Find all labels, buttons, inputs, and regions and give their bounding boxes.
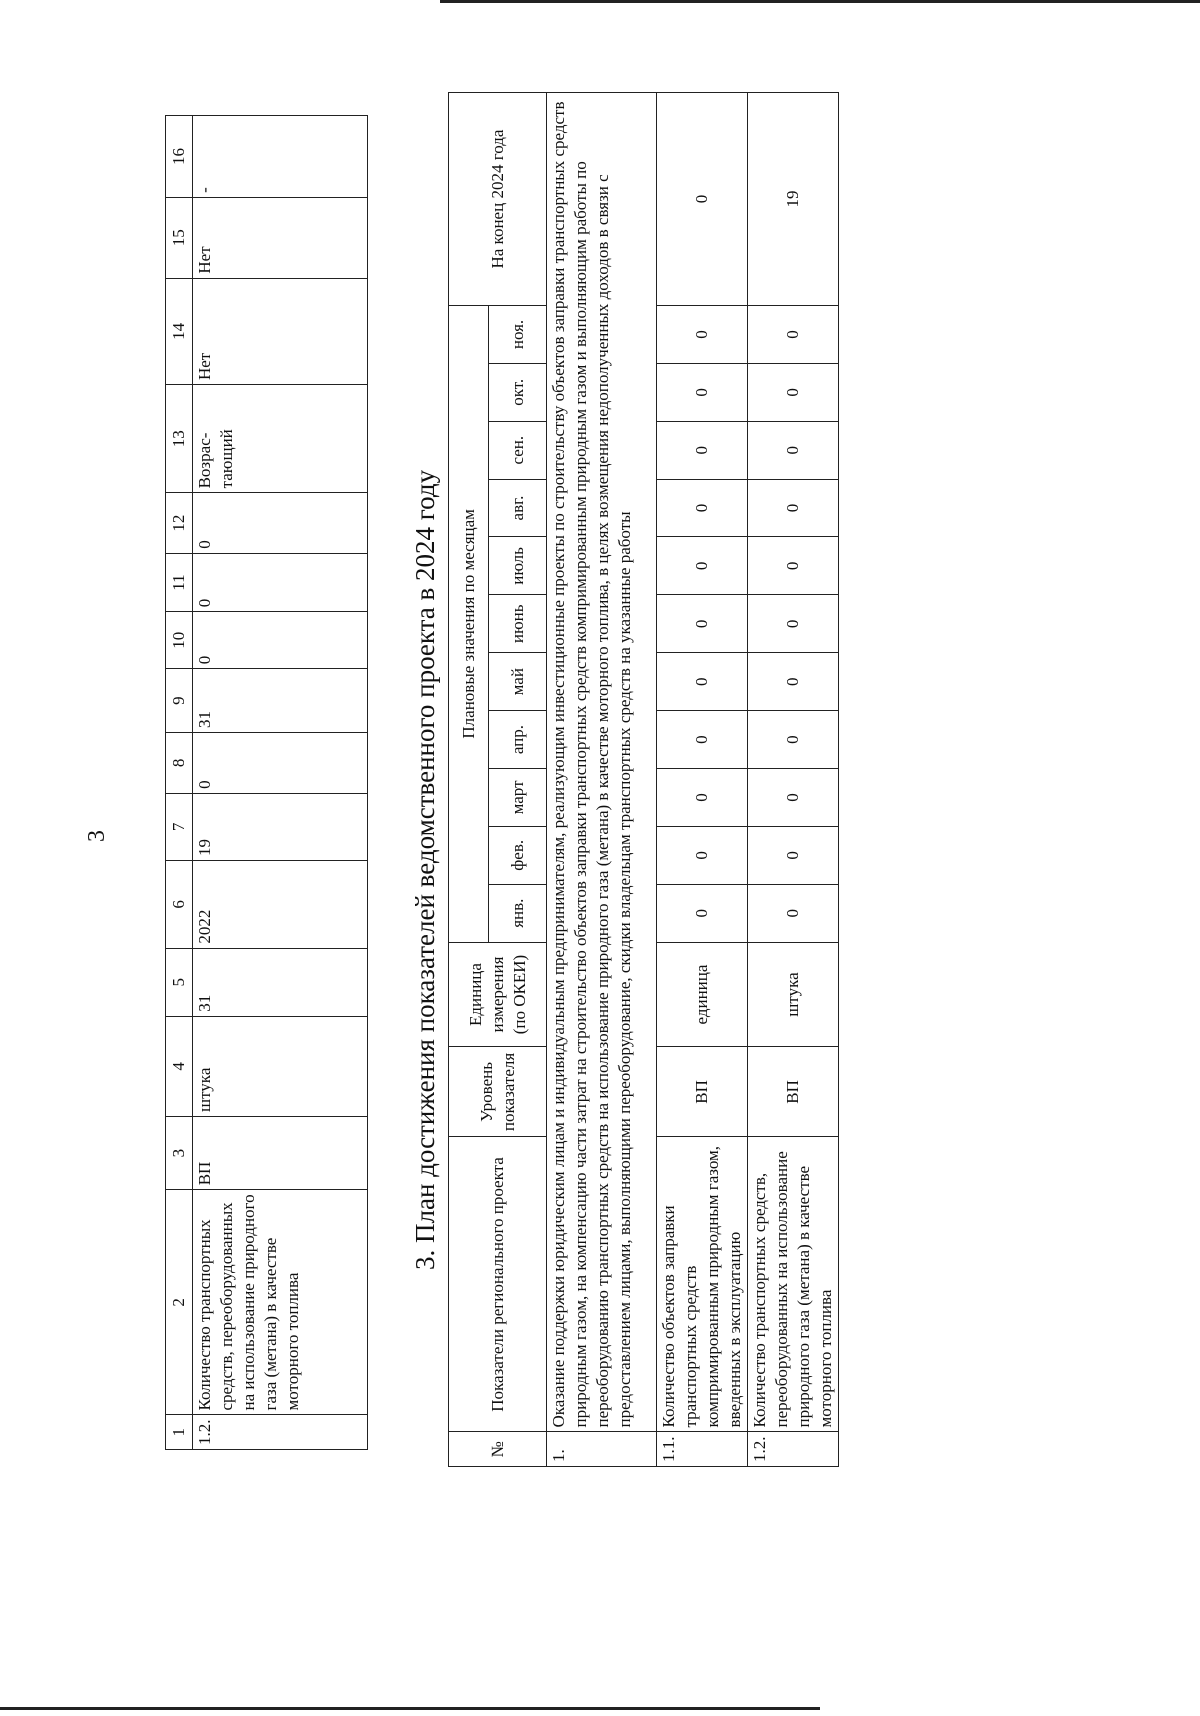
t2-row-month: 0 <box>748 826 839 884</box>
t2-section-text: Оказание поддержки юридическим лицам и индивидуальным предпринимателям, реализующим инвестиционные проекты по строительству объектов заправки транспортных средств природным газом, на компенсацию части затрат на строительство объектов заправки транспортных средств компримированным природным газом и выполняющим работы по переоборудованию транспортных средств на использование природного газа (метана) в качестве моторного топлива, в целях возмещения недополученных доходов в связи с предоставлением лицами, выполняющими переоборудование, скидки владельцам транспортных средств на указанные работы <box>547 93 657 1433</box>
t1-cell: 31 <box>193 948 368 1016</box>
t1-h: 16 <box>166 116 193 198</box>
t2-row-name: Количество объектов заправки транспортных средств компримированным природным газом, введенных в эксплуатацию <box>657 1137 748 1432</box>
t2-row-month: 0 <box>748 537 839 595</box>
t2-row-month: 0 <box>657 421 748 479</box>
t1-cell: 1.2. <box>193 1415 368 1450</box>
table2 <box>448 92 839 1467</box>
t1-h: 5 <box>166 948 193 1016</box>
t2-h-level: Уровень показателя <box>449 1047 547 1137</box>
t2-row-month: 0 <box>748 768 839 826</box>
t1-h: 13 <box>166 385 193 493</box>
t2-row-level: ВП <box>657 1047 748 1137</box>
t1-h: 8 <box>166 732 193 793</box>
t1-cell: 31 <box>193 669 368 733</box>
t2-h-indicators: Показатели регионального проекта <box>449 1137 547 1432</box>
t1-cell: - <box>193 116 368 198</box>
t2-h-month: март <box>489 768 547 826</box>
t1-cell: 0 <box>193 553 368 612</box>
t2-h-month: апр. <box>489 711 547 769</box>
t2-h-month: июнь <box>489 595 547 653</box>
t2-row-month: 0 <box>748 884 839 942</box>
t1-cell: ВП <box>193 1116 368 1189</box>
t2-h-month: авг. <box>489 479 547 537</box>
table2-wrapper <box>448 92 839 1467</box>
t1-h: 15 <box>166 197 193 278</box>
table1-header-row <box>166 116 193 1450</box>
t1-cell: Нет <box>193 197 368 278</box>
t1-cell: 2022 <box>193 861 368 949</box>
page-number: 3 <box>84 830 110 842</box>
t1-cell: Возрас-тающий <box>193 385 368 493</box>
t2-row-month: 0 <box>657 306 748 364</box>
t2-row-end: 19 <box>748 93 839 306</box>
t2-h-end: На конец 2024 года <box>449 93 547 306</box>
table2-row <box>657 93 748 1467</box>
t2-row-month: 0 <box>748 306 839 364</box>
t2-row-month: 0 <box>657 711 748 769</box>
t2-row-month: 0 <box>657 826 748 884</box>
table1-wrapper <box>165 115 368 1450</box>
t2-h-month: ноя. <box>489 306 547 364</box>
t1-h: 9 <box>166 669 193 733</box>
t2-row-num: 1.2. <box>748 1432 839 1467</box>
t2-h-month: сен. <box>489 421 547 479</box>
t2-row-unit: единица <box>657 942 748 1047</box>
t1-h: 11 <box>166 553 193 612</box>
t1-h: 4 <box>166 1016 193 1116</box>
t2-row-month: 0 <box>657 653 748 711</box>
t2-row-num: 1.1. <box>657 1432 748 1467</box>
t2-row-month: 0 <box>657 768 748 826</box>
t1-cell: Нет <box>193 278 368 384</box>
top-rule <box>440 0 1200 3</box>
t1-h: 3 <box>166 1116 193 1189</box>
t1-cell: 0 <box>193 732 368 793</box>
t2-h-month: июль <box>489 537 547 595</box>
t2-section-num: 1. <box>547 1432 657 1467</box>
t2-h-unit: Единица измерения (по ОКЕИ) <box>449 942 547 1047</box>
t1-cell: штука <box>193 1016 368 1116</box>
t2-row-name: Количество транспортных средств, переоборудованных на использование природного газа (метана) в качестве моторного топлива <box>748 1137 839 1432</box>
t2-h-monthly: Плановые значения по месяцам <box>449 306 489 943</box>
table1-row <box>193 116 368 1450</box>
t2-row-month: 0 <box>657 479 748 537</box>
section-title: 3. План достижения показателей ведомственного проекта в 2024 году <box>410 469 440 1270</box>
t2-row-month: 0 <box>748 363 839 421</box>
t2-h-num: № <box>449 1432 547 1467</box>
t2-h-month: янв. <box>489 884 547 942</box>
table2-header-row1 <box>449 93 489 1467</box>
t1-h: 2 <box>166 1190 193 1415</box>
t2-h-month: май <box>489 653 547 711</box>
t2-row-end: 0 <box>657 93 748 306</box>
t1-h: 7 <box>166 793 193 860</box>
t2-row-unit: штука <box>748 942 839 1047</box>
t2-row-month: 0 <box>657 595 748 653</box>
t1-cell: 0 <box>193 493 368 553</box>
t2-row-level: ВП <box>748 1047 839 1137</box>
t2-row-month: 0 <box>748 479 839 537</box>
table2-row <box>748 93 839 1467</box>
t1-cell: Количество транспортных средств, переоборудованных на использование природного газа (метана) в качестве моторного топлива <box>193 1190 368 1415</box>
t1-cell: 19 <box>193 793 368 860</box>
t2-row-month: 0 <box>657 537 748 595</box>
t1-h: 6 <box>166 861 193 949</box>
t2-row-month: 0 <box>657 884 748 942</box>
t1-h: 12 <box>166 493 193 553</box>
table1 <box>165 115 368 1450</box>
t2-h-month: окт. <box>489 363 547 421</box>
t1-h: 14 <box>166 278 193 384</box>
t2-row-month: 0 <box>748 653 839 711</box>
t1-cell: 0 <box>193 612 368 669</box>
t1-h: 1 <box>166 1415 193 1450</box>
t2-row-month: 0 <box>748 711 839 769</box>
t1-h: 10 <box>166 612 193 669</box>
bottom-rule <box>0 1707 820 1710</box>
t2-row-month: 0 <box>657 363 748 421</box>
t2-h-month: фев. <box>489 826 547 884</box>
t2-row-month: 0 <box>748 421 839 479</box>
table2-section-row <box>547 93 657 1467</box>
t2-row-month: 0 <box>748 595 839 653</box>
